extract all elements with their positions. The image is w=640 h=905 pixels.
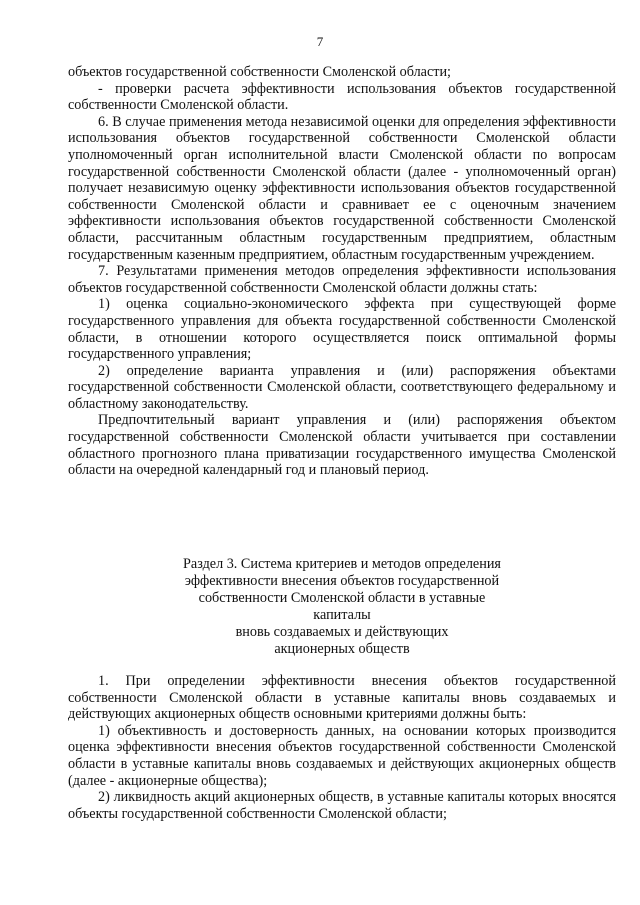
paragraph: 1. При определении эффективности внесения объектов государственной собственности Смоленской области в уставные капиталы вновь создаваемых и действующих акционерных обществ основными критериями должны быть: (68, 673, 616, 723)
heading-line: Раздел 3. Система критериев и методов определения (183, 556, 501, 572)
paragraph: 2) определение варианта управления и (или) распоряжения объектами государственной собственности Смоленской области, соответствующего федеральному и областному законодательству. (68, 362, 616, 412)
page-number: 7 (316, 34, 324, 49)
paragraph: 6. В случае применения метода независимой оценки для определения эффективности использования объектов государственной собственности Смоленской области уполномоченный орган исполнительной власти Смоленской области по вопросам государственной собственности Смоленской области (далее - уполномоченный орган) получает независимую оценку эффективности использования объектов государственной собственности Смоленской области и сравнивает ее с оценочным значением эффективности использования объектов государственной собственности Смоленской области, рассчитанным областным государственным предприятием, областным государственным казенным предприятием, областным государственным учреждением. (68, 113, 616, 263)
heading-line: эффективности внесения объектов государственной (184, 573, 500, 589)
paragraph: 7. Результатами применения методов определения эффективности использования объектов государственной собственности Смоленской области должны стать: (68, 263, 616, 296)
body-text-top (68, 64, 616, 479)
section-heading (68, 556, 616, 658)
paragraph: 1) оценка социально-экономического эффекта при существующей форме государственного управления для объекта государственной собственности Смоленской области, в отношении которого осуществляется поиск оптимальной формы государственного управления; (68, 296, 616, 363)
paragraph: объектов государственной собственности Смоленской области; (68, 64, 451, 80)
paragraph: - проверки расчета эффективности использования объектов государственной собственности Смоленской области. (68, 80, 616, 114)
heading-line: капиталы (313, 607, 371, 623)
paragraph: 2) ликвидность акций акционерных обществ, в уставные капиталы которых вносятся объекты государственной собственности Смоленской области; (68, 789, 616, 822)
body-text-bottom (68, 673, 616, 822)
paragraph: 1) объективность и достоверность данных, на основании которых производится оценка эффективности внесения объектов государственной собственности Смоленской области в уставные капиталы вновь создаваемых и действующих акционерных обществ (далее - акционерные общества); (68, 722, 616, 789)
paragraph: Предпочтительный вариант управления и (или) распоряжения объектом государственной собственности Смоленской области учитывается при составлении областного прогнозного плана приватизации государственного имущества Смоленской области на очередной календарный год и плановый период. (68, 412, 616, 479)
heading-line: акционерных обществ (274, 641, 410, 657)
heading-line: собственности Смоленской области в уставные (198, 590, 486, 606)
heading-line: вновь создаваемых и действующих (235, 624, 449, 640)
